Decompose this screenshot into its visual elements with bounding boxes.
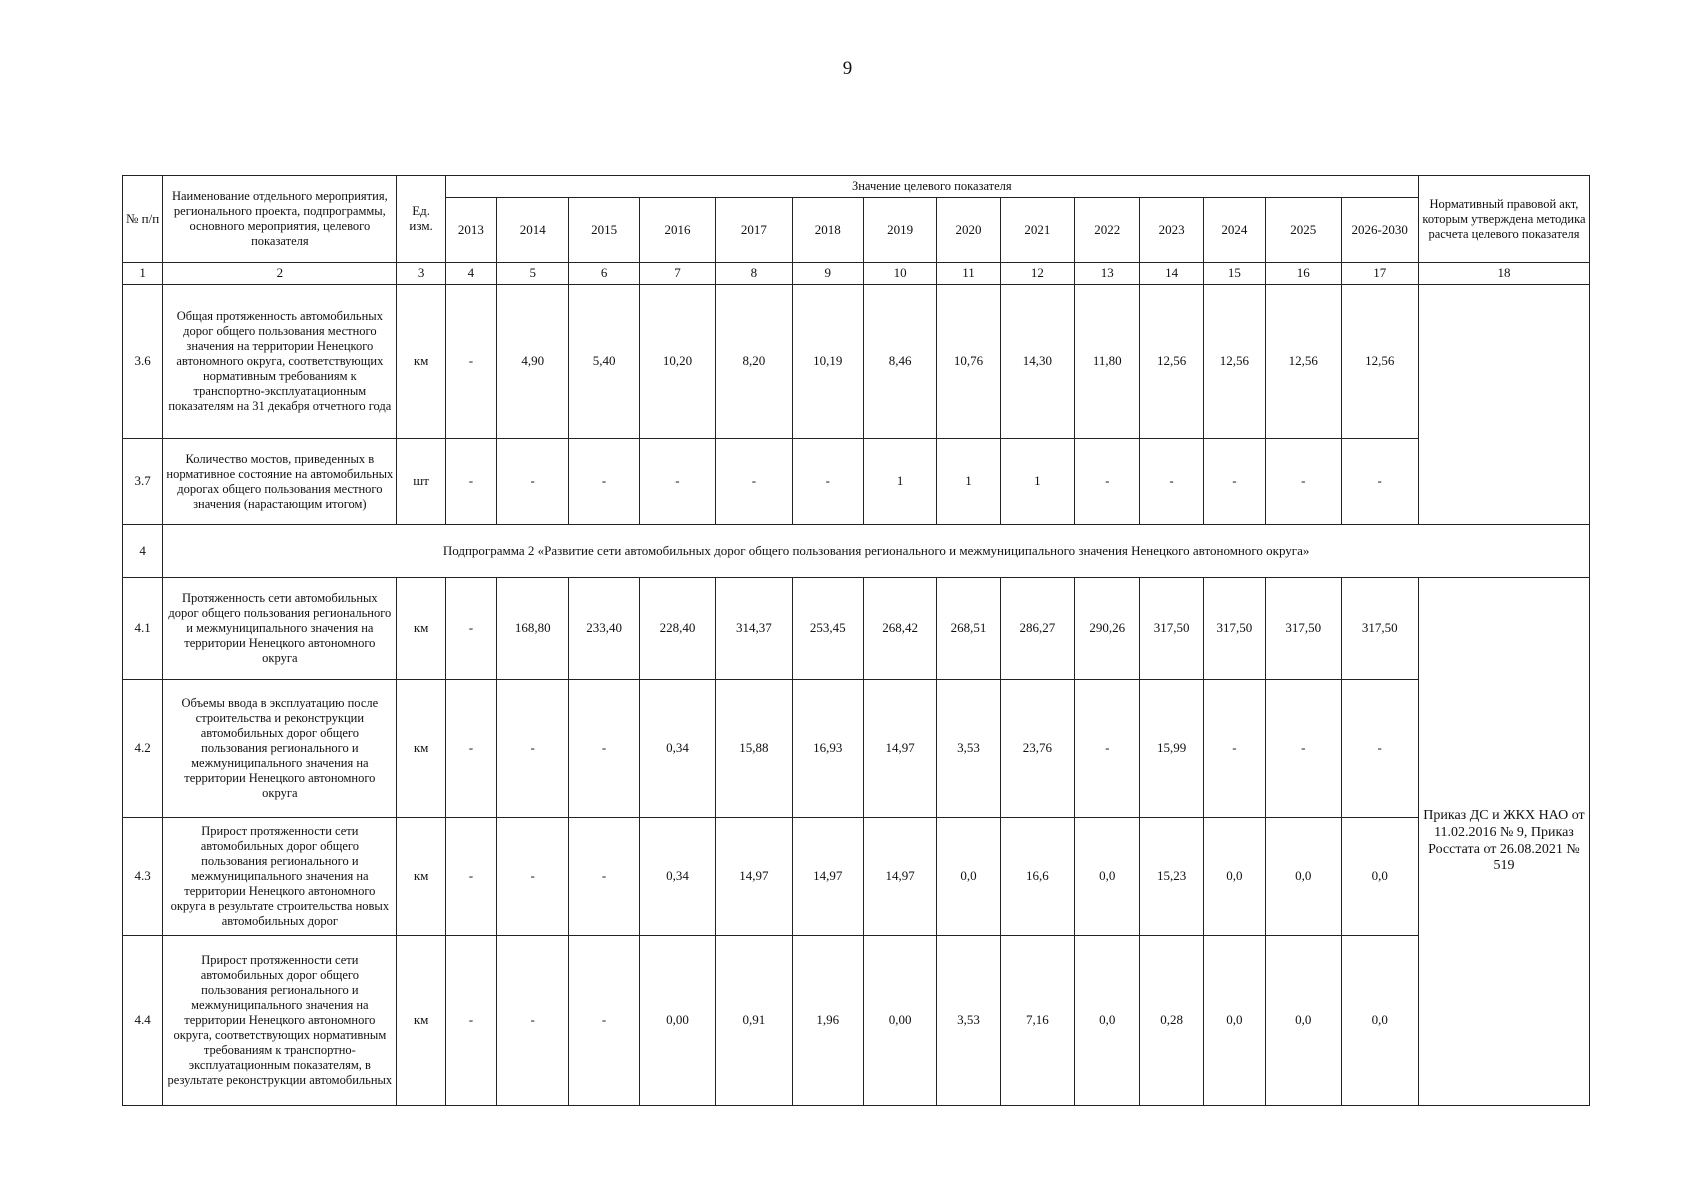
value-cell: - <box>497 439 569 525</box>
value-cell: 3,53 <box>937 936 1000 1106</box>
value-cell: 1,96 <box>792 936 863 1106</box>
value-cell: 23,76 <box>1000 680 1074 818</box>
value-cell: 317,50 <box>1140 578 1203 680</box>
column-number: 4 <box>445 263 496 285</box>
value-cell: 5,40 <box>569 285 639 439</box>
column-number: 16 <box>1266 263 1341 285</box>
value-cell: - <box>569 439 639 525</box>
value-cell: - <box>497 680 569 818</box>
value-cell: - <box>569 936 639 1106</box>
value-cell: 8,20 <box>716 285 792 439</box>
value-cell: 317,50 <box>1341 578 1418 680</box>
row-number: 4.2 <box>123 680 163 818</box>
header-unit: Ед. изм. <box>397 176 445 263</box>
value-cell: 12,56 <box>1140 285 1203 439</box>
column-number: 8 <box>716 263 792 285</box>
value-cell: 0,34 <box>639 818 715 936</box>
value-cell: - <box>445 680 496 818</box>
value-cell: - <box>639 439 715 525</box>
value-cell: 1 <box>1000 439 1074 525</box>
value-cell: - <box>1140 439 1203 525</box>
column-number: 9 <box>792 263 863 285</box>
page-number: 9 <box>842 58 853 79</box>
value-cell: 268,51 <box>937 578 1000 680</box>
value-cell: 0,0 <box>1075 936 1140 1106</box>
header-year: 2016 <box>639 198 715 263</box>
value-cell: 314,37 <box>716 578 792 680</box>
value-cell: 168,80 <box>497 578 569 680</box>
act-cell-empty <box>1418 285 1589 525</box>
header-year: 2025 <box>1266 198 1341 263</box>
value-cell: 233,40 <box>569 578 639 680</box>
value-cell: - <box>1075 439 1140 525</box>
value-cell: 10,20 <box>639 285 715 439</box>
column-number: 2 <box>163 263 397 285</box>
value-cell: 0,0 <box>1075 818 1140 936</box>
table-row <box>123 818 1590 936</box>
indicator-name: Протяженность сети автомобильных дорог общего пользования регионального и межмуниципального значения на территории Ненецкого автономного округа <box>163 578 397 680</box>
value-cell: 0,00 <box>639 936 715 1106</box>
unit-cell: шт <box>397 439 445 525</box>
header-year: 2015 <box>569 198 639 263</box>
table-row <box>123 680 1590 818</box>
value-cell: 15,23 <box>1140 818 1203 936</box>
column-number: 5 <box>497 263 569 285</box>
value-cell: 268,42 <box>863 578 936 680</box>
table-row <box>123 936 1590 1106</box>
header-year: 2019 <box>863 198 936 263</box>
header-year: 2023 <box>1140 198 1203 263</box>
value-cell: 7,16 <box>1000 936 1074 1106</box>
subprogram-row <box>123 525 1590 578</box>
value-cell: - <box>1341 439 1418 525</box>
value-cell: 253,45 <box>792 578 863 680</box>
value-cell: 0,0 <box>1266 818 1341 936</box>
value-cell: 10,76 <box>937 285 1000 439</box>
header-name: Наименование отдельного мероприятия, регионального проекта, подпрограммы, основного мероприятия, целевого показателя <box>163 176 397 263</box>
value-cell: - <box>445 578 496 680</box>
column-number: 1 <box>123 263 163 285</box>
header-year: 2018 <box>792 198 863 263</box>
header-year: 2014 <box>497 198 569 263</box>
header-year: 2020 <box>937 198 1000 263</box>
value-cell: - <box>569 680 639 818</box>
column-number: 11 <box>937 263 1000 285</box>
value-cell: - <box>1075 680 1140 818</box>
header-year: 2017 <box>716 198 792 263</box>
value-cell: 0,0 <box>937 818 1000 936</box>
value-cell: 14,97 <box>863 818 936 936</box>
column-number: 14 <box>1140 263 1203 285</box>
indicator-name: Прирост протяженности сети автомобильных дорог общего пользования регионального и межмуниципального значения на территории Ненецкого автономного округа в результате строительства новых автомобильных дорог <box>163 818 397 936</box>
unit-cell: км <box>397 285 445 439</box>
value-cell: 15,99 <box>1140 680 1203 818</box>
value-cell: 228,40 <box>639 578 715 680</box>
header-num: № п/п <box>123 176 163 263</box>
value-cell: - <box>497 936 569 1106</box>
row-number: 4.1 <box>123 578 163 680</box>
value-cell: - <box>445 936 496 1106</box>
indicator-name: Прирост протяженности сети автомобильных дорог общего пользования регионального и межмуниципального значения на территории Ненецкого автономного округа, соответствующих нормативным требованиям к транспортно-эксплуатационным показателям, в результате реконструкции автомобильных <box>163 936 397 1106</box>
value-cell: 12,56 <box>1266 285 1341 439</box>
value-cell: 4,90 <box>497 285 569 439</box>
value-cell: 16,93 <box>792 680 863 818</box>
value-cell: 14,30 <box>1000 285 1074 439</box>
column-number: 6 <box>569 263 639 285</box>
unit-cell: км <box>397 680 445 818</box>
indicator-name: Количество мостов, приведенных в нормативное состояние на автомобильных дорогах общего пользования местного значения (нарастающим итогом) <box>163 439 397 525</box>
value-cell: - <box>445 818 496 936</box>
value-cell: - <box>1203 439 1265 525</box>
column-number: 18 <box>1418 263 1589 285</box>
value-cell: - <box>569 818 639 936</box>
value-cell: 0,28 <box>1140 936 1203 1106</box>
value-cell: 8,46 <box>863 285 936 439</box>
column-number: 17 <box>1341 263 1418 285</box>
header-act: Нормативный правовой акт, которым утверждена методика расчета целевого показателя <box>1418 176 1589 263</box>
value-cell: - <box>1266 680 1341 818</box>
row-number: 3.6 <box>123 285 163 439</box>
table-row <box>123 439 1590 525</box>
value-cell: - <box>445 285 496 439</box>
value-cell: - <box>716 439 792 525</box>
value-cell: 0,0 <box>1266 936 1341 1106</box>
value-cell: 11,80 <box>1075 285 1140 439</box>
unit-cell: км <box>397 936 445 1106</box>
column-number: 3 <box>397 263 445 285</box>
value-cell: 0,00 <box>863 936 936 1106</box>
row-number: 4.4 <box>123 936 163 1106</box>
column-number: 7 <box>639 263 715 285</box>
value-cell: - <box>1203 680 1265 818</box>
column-number: 13 <box>1075 263 1140 285</box>
row-number: 4.3 <box>123 818 163 936</box>
header-year: 2024 <box>1203 198 1265 263</box>
value-cell: 286,27 <box>1000 578 1074 680</box>
value-cell: 14,97 <box>716 818 792 936</box>
value-cell: 16,6 <box>1000 818 1074 936</box>
table-row <box>123 285 1590 439</box>
value-cell: 1 <box>863 439 936 525</box>
value-cell: - <box>1266 439 1341 525</box>
column-number: 12 <box>1000 263 1074 285</box>
indicators-table <box>122 175 1590 1106</box>
value-cell: 12,56 <box>1203 285 1265 439</box>
value-cell: 317,50 <box>1266 578 1341 680</box>
column-number: 10 <box>863 263 936 285</box>
column-number: 15 <box>1203 263 1265 285</box>
header-value-group: Значение целевого показателя <box>445 176 1418 198</box>
indicator-name: Объемы ввода в эксплуатацию после строительства и реконструкции автомобильных дорог общего пользования регионального и межмуниципального значения на территории Ненецкого автономного округа <box>163 680 397 818</box>
row-number: 3.7 <box>123 439 163 525</box>
value-cell: 317,50 <box>1203 578 1265 680</box>
value-cell: - <box>497 818 569 936</box>
act-text: Приказ ДС и ЖКХ НАО от 11.02.2016 № 9, Приказ Росстата от 26.08.2021 № 519 <box>1418 578 1589 1106</box>
value-cell: - <box>1341 680 1418 818</box>
value-cell: - <box>792 439 863 525</box>
table-row <box>123 578 1590 680</box>
value-cell: 0,0 <box>1203 818 1265 936</box>
subprogram-number: 4 <box>123 525 163 578</box>
value-cell: 290,26 <box>1075 578 1140 680</box>
value-cell: 0,0 <box>1341 818 1418 936</box>
value-cell: 1 <box>937 439 1000 525</box>
header-year: 2021 <box>1000 198 1074 263</box>
unit-cell: км <box>397 818 445 936</box>
value-cell: 14,97 <box>863 680 936 818</box>
value-cell: 0,34 <box>639 680 715 818</box>
value-cell: 0,91 <box>716 936 792 1106</box>
value-cell: 14,97 <box>792 818 863 936</box>
value-cell: - <box>445 439 496 525</box>
value-cell: 10,19 <box>792 285 863 439</box>
subprogram-title: Подпрограмма 2 «Развитие сети автомобильных дорог общего пользования регионального и межмуниципального значения Ненецкого автономного округа» <box>163 525 1590 578</box>
unit-cell: км <box>397 578 445 680</box>
indicator-name: Общая протяженность автомобильных дорог общего пользования местного значения на территории Ненецкого автономного округа, соответствующих нормативным требованиям к транспортно-эксплуатационным показателям на 31 декабря отчетного года <box>163 285 397 439</box>
header-year: 2026-2030 <box>1341 198 1418 263</box>
header-year: 2013 <box>445 198 496 263</box>
value-cell: 0,0 <box>1203 936 1265 1106</box>
value-cell: 15,88 <box>716 680 792 818</box>
value-cell: 12,56 <box>1341 285 1418 439</box>
value-cell: 3,53 <box>937 680 1000 818</box>
value-cell: 0,0 <box>1341 936 1418 1106</box>
header-year: 2022 <box>1075 198 1140 263</box>
